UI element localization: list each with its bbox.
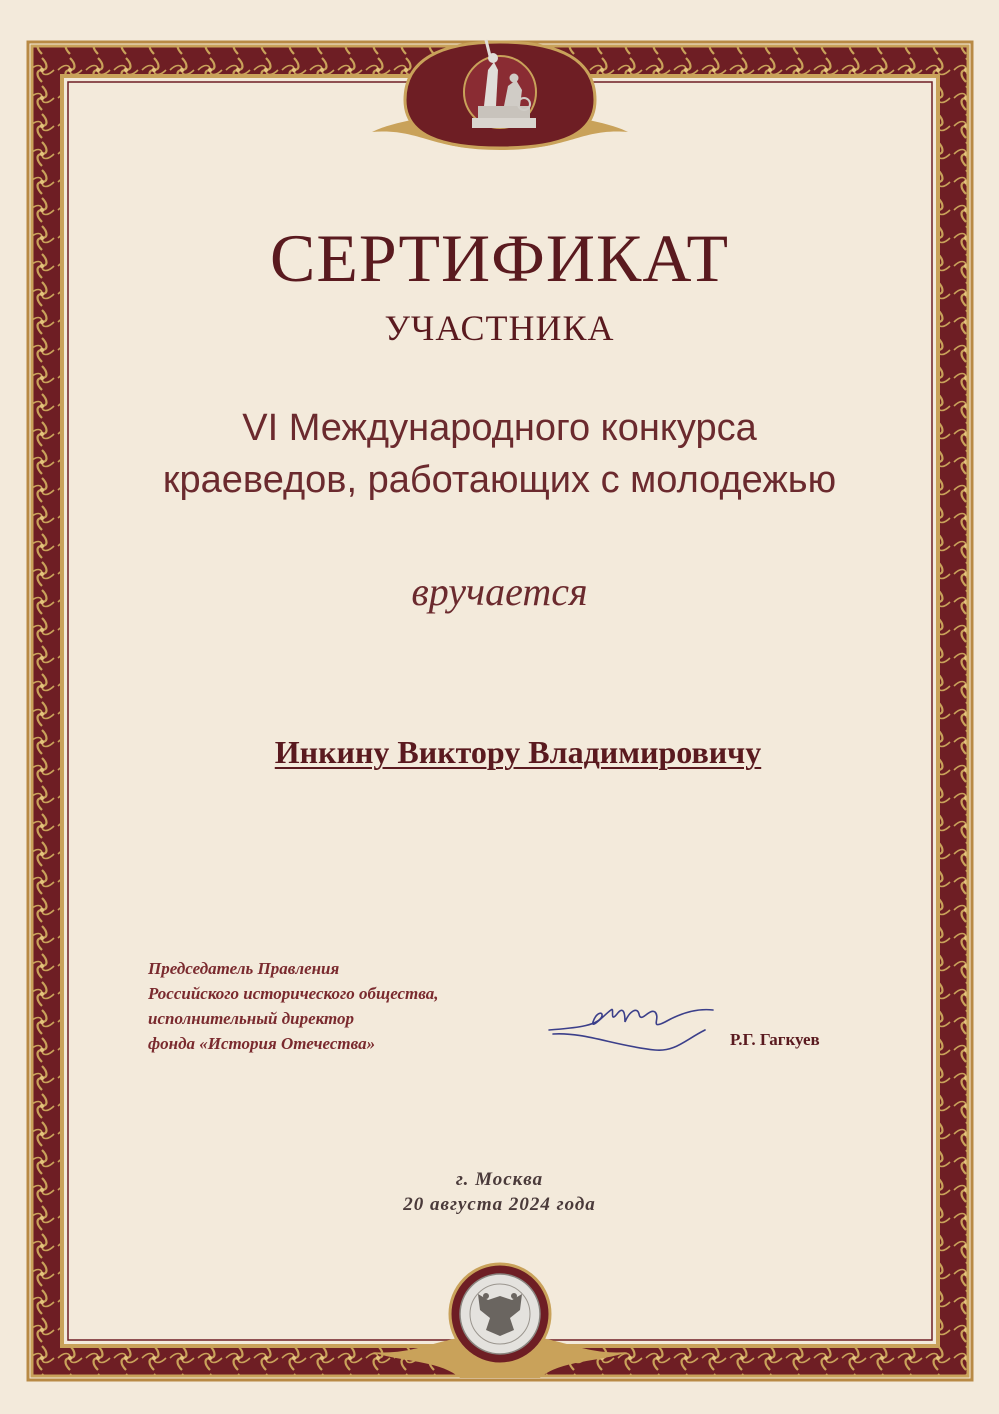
signer-title (148, 956, 548, 1056)
contest-name-line-2: краеведов, работающих с молодежью (162, 459, 837, 501)
awarded-text: вручается (411, 569, 588, 614)
handwritten-signature (545, 1000, 725, 1060)
signer-title-line: Председатель Правления (148, 959, 340, 978)
signer-title-line: фонда «История Отечества» (148, 1034, 376, 1053)
signer-title-line: исполнительный директор (148, 1009, 355, 1028)
recipient-name: Инкину Виктору Владимировичу (274, 734, 762, 770)
certificate-title: СЕРТИФИКАТ (269, 220, 730, 296)
signer-name: Р.Г. Гагкуев (730, 1030, 820, 1049)
certificate-subtitle: УЧАСТНИКА (384, 308, 615, 348)
issue-date: 20 августа 2024 года (403, 1194, 596, 1215)
signer-title-line: Российского исторического общества, (148, 984, 439, 1003)
issue-city: г. Москва (455, 1169, 544, 1190)
contest-name-line-1: VI Международного конкурса (242, 407, 757, 449)
